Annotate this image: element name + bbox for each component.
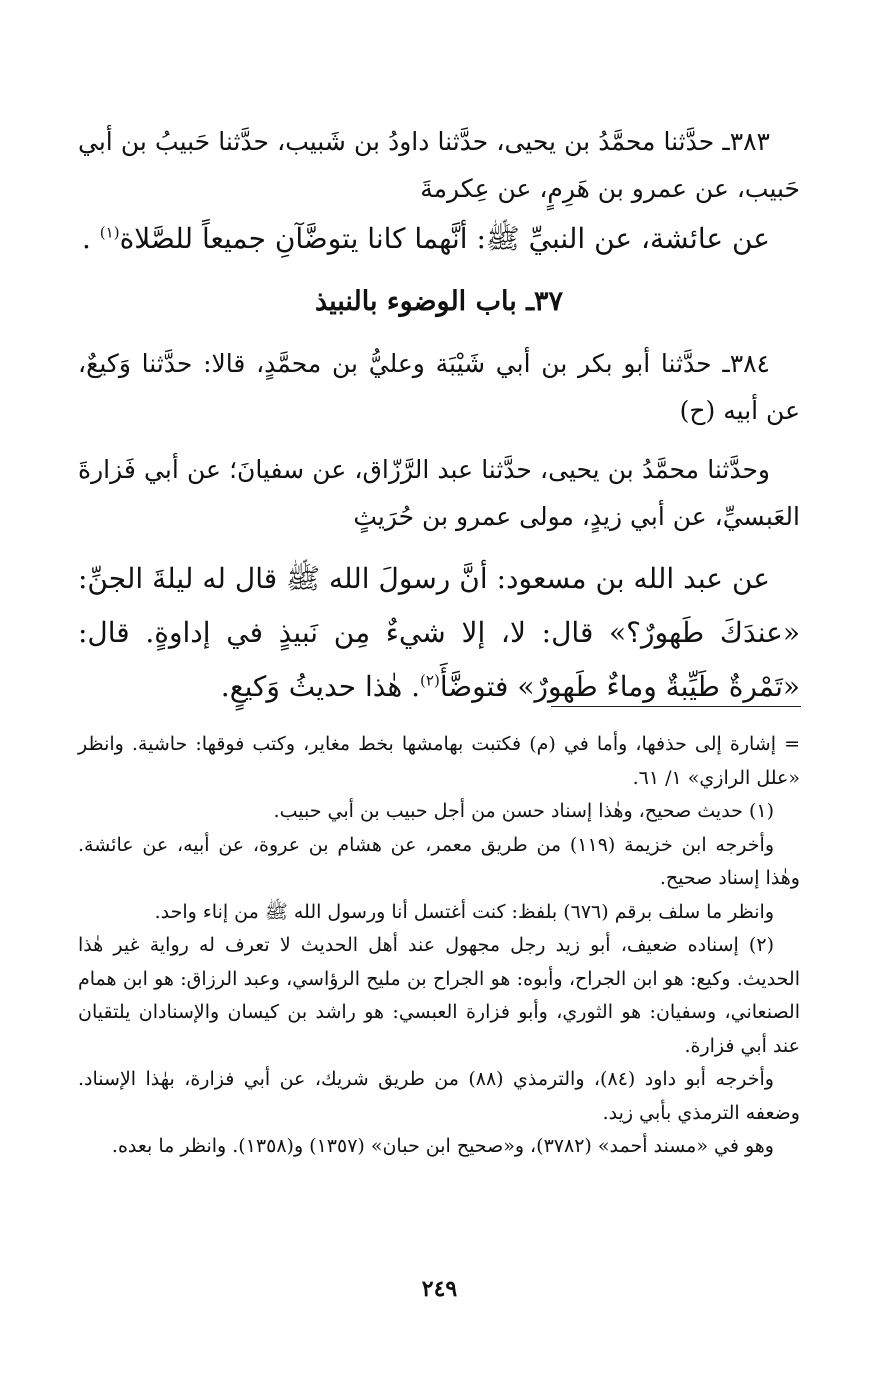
main-text [78, 118, 800, 714]
footnote-2: (٢) إسناده ضعيف، أبو زيد رجل مجهول عند أهل الحديث لا تعرف له رواية غير هٰذا الحديث. وكيع: هو ابن الجراح، وأبوه: هو الجراح بن مليح الرؤاسي، وعبد الرزاق: هو ابن همام الصنعاني، وسفيان: هو الثوري، وأبو فزارة العبسي: هو راشد بن كيسان والإسنادان يلتقيان عند أبي فزارة. [78, 934, 800, 1057]
footnote-1-para-3: وانظر ما سلف برقم (٦٧٦) بلفظ: كنت أغتسل أنا ورسول الله ﷺ من إناء واحد. [154, 900, 774, 923]
hadith-384 [78, 340, 800, 714]
hadith-384-matn [78, 552, 800, 714]
hadith-383 [78, 118, 800, 266]
footnote-1: (١) حديث صحيح، وهٰذا إسناد حسن من أجل حبيب بن أبي حبيب. [273, 800, 774, 822]
footnote-continuation: = إشارة إلى حذفها، وأما في (م) فكتبت بهامشها بخط مغاير، وكتب فوقها: حاشية. وانظر «علل الرازي» ١/ ٦١. [78, 733, 800, 789]
hadith-384-matn-end: . هٰذا حديثُ وَكيعٍ. [220, 670, 421, 703]
hadith-384-matn-text: عن عبد الله بن مسعود: أنَّ رسولَ الله ﷺ قال له ليلةَ الجنِّ: «عندَكَ طَهورٌ؟» قال: لا، إلا شيءٌ مِن نَبيذٍ في إداوةٍ. قال: «تَمْرةٌ طَيِّبةٌ وماءٌ طَهورٌ» فتوضَّأَ [78, 562, 800, 703]
hadith-383-matn: عن عائشة، عن النبيِّ ﷺ: أنَّهما كانا يتوضَّآنِ جميعاً للصَّلاة$^{(١)}$ . [81, 222, 770, 255]
hadith-383-matn-text: عن عائشة، عن النبيِّ ﷺ: أنَّهما كانا يتوضَّآنِ جميعاً للصَّلاة [119, 222, 770, 255]
hadith-384-isnad-2: وحدَّثنا محمَّدُ بن يحيى، حدَّثنا عبد الرَّزّاق، عن سفيانَ؛ عن أبي فَزارةَ العَبسيِّ، عن أبي زيدٍ، مولى عمرو بن حُرَيثٍ [78, 455, 800, 531]
footnote-2-para-2: وأخرجه أبو داود (٨٤)، والترمذي (٨٨) من طريق شريك، عن أبي فزارة، بهٰذا الإسناد. وضعفه الترمذي بأبي زيد. [78, 1068, 800, 1124]
chapter-title: ٣٧ـ باب الوضوء بالنبيذ [314, 286, 564, 317]
footnote-1-para-2: وأخرجه ابن خزيمة (١١٩) من طريق معمر، عن هشام بن عروة، عن أبيه، عن عائشة. وهٰذا إسناد صحيح. [78, 833, 800, 889]
page-number: ٢٤٩ [421, 1276, 458, 1302]
footnotes [78, 728, 800, 1164]
footnote-divider [551, 706, 801, 707]
footnote-2-para-3: وهو في «مسند أحمد» (٣٧٨٢)، و«صحيح ابن حبان» (١٣٥٧) و(١٣٥٨). وانظر ما بعده. [111, 1135, 774, 1157]
footnote-ref-2[interactable]: (٢) [420, 671, 440, 690]
footnote-ref-1[interactable]: (١) [99, 223, 120, 242]
hadith-384-isnad-1: ٣٨٤ـ حدَّثنا أبو بكر بن أبي شَيْبَة وعليُّ بن محمَّدٍ، قالا: حدَّثنا وَكيعٌ، عن أبيه (ح) [78, 349, 800, 425]
hadith-383-isnad: ٣٨٣ـ حدَّثنا محمَّدُ بن يحيى، حدَّثنا داودُ بن شَبيب، حدَّثنا حَبيبُ بن أبي حَبيب، عن عمرو بن هَرِمٍ، عن عِكرمةَ [78, 127, 800, 203]
